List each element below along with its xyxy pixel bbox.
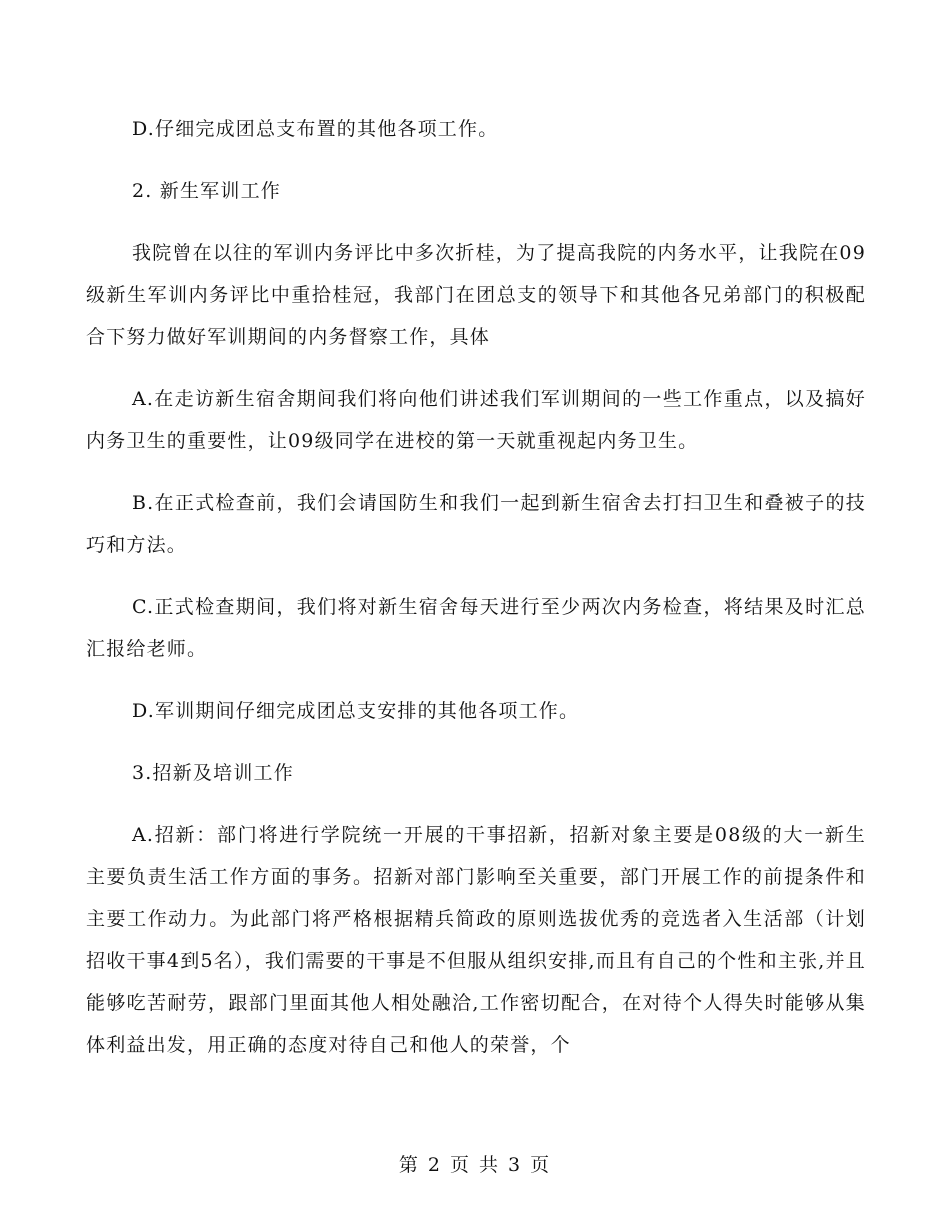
paragraph-recruitment: A.招新：部门将进行学院统一开展的干事招新，招新对象主要是08级的大一新生主要负责生活工作方面的事务。招新对部门影响至关重要，部门开展工作的前提条件和主要工作动力。为此部门将严格根据精兵简政的原则选拔优秀的竞选者入生活部（计划招收干事4到5名），我们需要的干事是不但服从组织安排,而且有自己的个性和主张,并且能够吃苦耐劳，跟部门里面其他人相处融洽,工作密切配合，在对待个人得失时能够从集体利益出发，用正确的态度对待自己和他人的荣誉，个	[86, 824, 866, 1056]
document-body	[86, 108, 866, 1086]
page-number-footer: 第 2 页 共 3 页	[398, 1154, 552, 1176]
paragraph-item-c: C.正式检查期间，我们将对新生宿舍每天进行至少两次内务检查，将结果及时汇总汇报给老师。	[86, 596, 866, 660]
paragraph-item-d-2: D.军训期间仔细完成团总支安排的其他各项工作。	[132, 700, 580, 722]
paragraph-item-a: A.在走访新生宿舍期间我们将向他们讲述我们军训期间的一些工作重点，以及搞好内务卫生的重要性，让09级同学在进校的第一天就重视起内务卫生。	[86, 388, 866, 452]
paragraph-military-intro: 我院曾在以往的军训内务评比中多次折桂，为了提高我院的内务水平，让我院在09级新生军训内务评比中重拾桂冠，我部门在团总支的领导下和其他各兄弟部门的积极配合下努力做好军训期间的内务督察工作，具体	[86, 242, 866, 348]
section-heading-military-training: 2. 新生军训工作	[132, 180, 281, 202]
section-heading-recruitment: 3.招新及培训工作	[132, 762, 294, 784]
paragraph-item-d-1: D.仔细完成团总支布置的其他各项工作。	[132, 118, 499, 140]
paragraph-item-b: B.在正式检查前，我们会请国防生和我们一起到新生宿舍去打扫卫生和叠被子的技巧和方法。	[86, 492, 866, 556]
